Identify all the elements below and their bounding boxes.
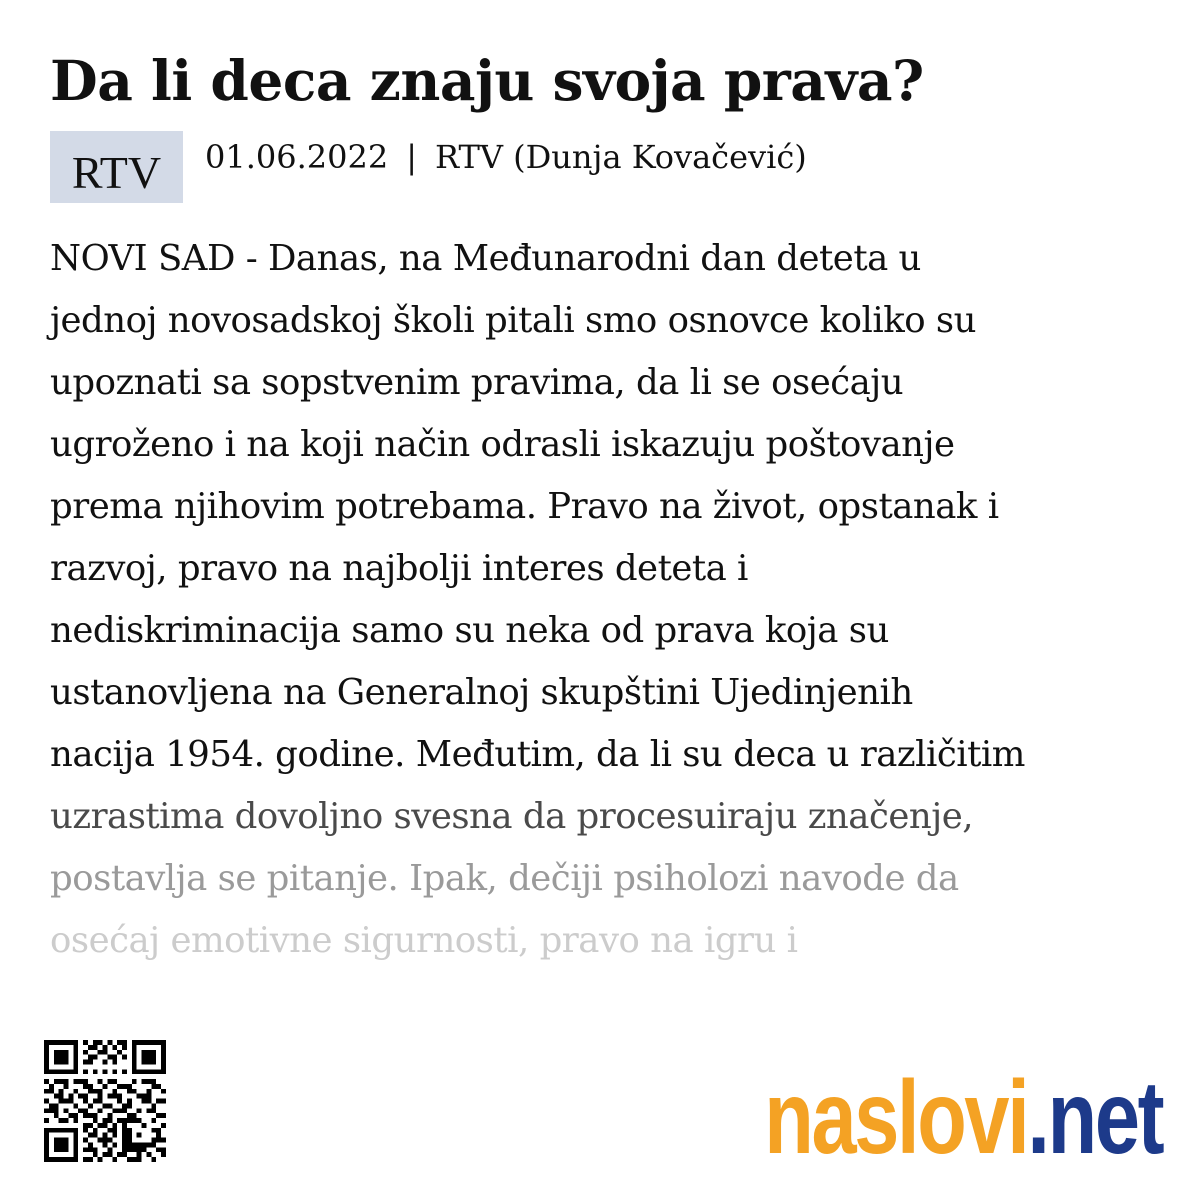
body-line: prema njihovim potrebama. Pravo na život, opstanak i xyxy=(50,486,999,527)
body-line: nacija 1954. godine. Međutim, da li su deca u različitim xyxy=(50,734,1025,775)
article-meta xyxy=(50,131,807,203)
article-author: RTV (Dunja Kovačević) xyxy=(435,138,807,176)
meta-separator: | xyxy=(406,138,417,176)
body-line: NOVI SAD - Danas, na Međunarodni dan deteta u xyxy=(50,238,921,279)
article-date: 01.06.2022 xyxy=(205,138,389,176)
body-line: jednoj novosadskoj školi pitali smo osnovce koliko su xyxy=(50,300,976,341)
body-line: razvoj, pravo na najbolji interes deteta i xyxy=(50,548,748,589)
naslovi-logo[interactable] xyxy=(763,1060,1162,1176)
logo-part-naslovi: naslovi xyxy=(763,1060,1028,1176)
body-line-fading: postavlja se pitanje. Ipak, dečiji psiholozi navode da xyxy=(50,858,959,899)
body-line: nediskriminacija samo su neka od prava koja su xyxy=(50,610,889,651)
body-line-fading: osećaj emotivne sigurnosti, pravo na igru i xyxy=(50,920,798,961)
meta-text xyxy=(205,138,807,176)
logo-part-net: .net xyxy=(1027,1060,1162,1176)
qr-code-icon[interactable] xyxy=(44,1037,166,1165)
article-title: Da li deca znaju svoja prava? xyxy=(50,48,924,113)
body-line-fading: uzrastima dovoljno svesna da procesuiraju značenje, xyxy=(50,796,974,837)
article-body xyxy=(50,228,1160,972)
source-badge[interactable]: RTV xyxy=(50,131,183,203)
body-line: ustanovljena na Generalnoj skupštini Ujedinjenih xyxy=(50,672,913,713)
body-line: ugroženo i na koji način odrasli iskazuju poštovanje xyxy=(50,424,955,465)
body-line: upoznati sa sopstvenim pravima, da li se osećaju xyxy=(50,362,904,403)
